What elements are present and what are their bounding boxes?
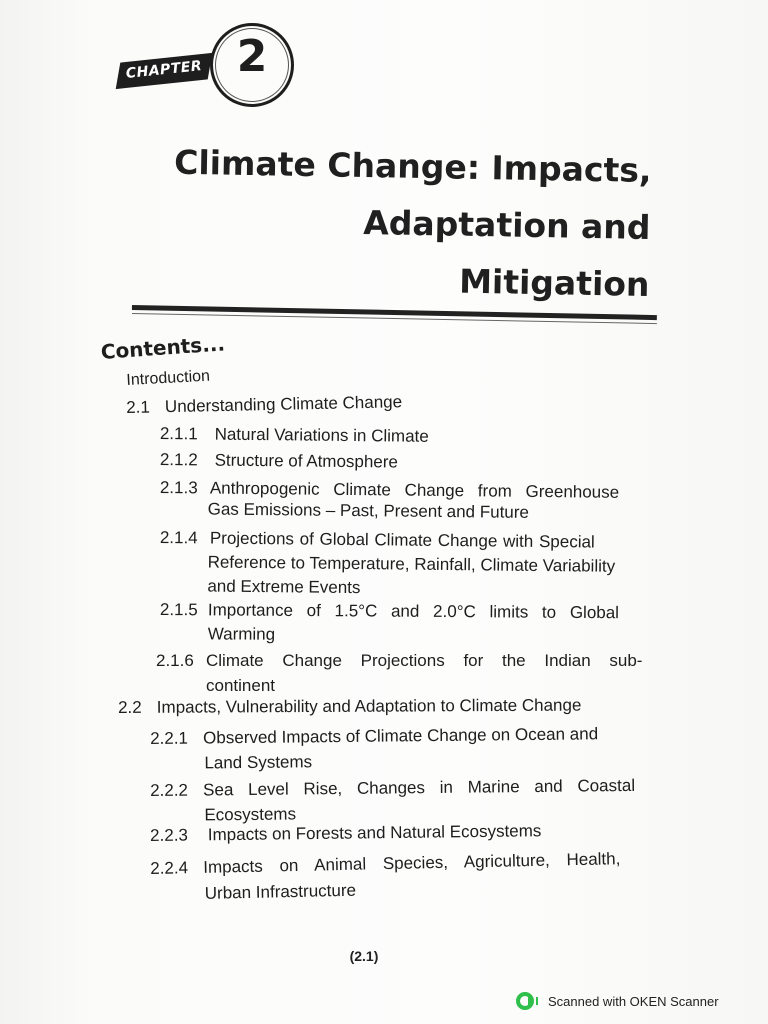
toc-entry-text: Observed Impacts of Climate Change on Ocean and — [203, 724, 599, 748]
toc-entry-2-1-2 — [160, 450, 398, 472]
oken-scanner-logo-icon — [516, 992, 534, 1010]
toc-entry-number: 2.2.3 — [150, 825, 189, 845]
chapter-title-line-2: Adaptation and — [362, 202, 651, 247]
toc-entry-number: 2.2.4 — [150, 858, 189, 878]
toc-entry-2-1-6 — [156, 648, 656, 698]
toc-entry-2-1-5 — [160, 598, 656, 649]
scanner-watermark — [516, 990, 719, 1012]
toc-entry-number: 2.1.2 — [159, 450, 198, 470]
toc-entry-text: Introduction — [126, 367, 211, 389]
toc-entry-2-2-2 — [150, 773, 656, 828]
toc-entry-2-1 — [126, 392, 402, 418]
toc-entry-continuation: Ecosystems — [204, 804, 297, 825]
toc-entry-continuation: Urban Infrastructure — [204, 880, 357, 903]
toc-entry-text: Projections of Global Climate Change with Special — [209, 528, 595, 552]
toc-entry-number: 2.1.4 — [159, 527, 198, 548]
toc-entry-number: 2.1.3 — [159, 478, 198, 498]
chapter-title — [129, 133, 652, 313]
toc-entry-number: 2.2.1 — [150, 728, 189, 748]
toc-entry-2-1-4 — [159, 526, 656, 603]
toc-entry-number: 2.1 — [126, 397, 151, 417]
toc-entry-continuation: Reference to Temperature, Rainfall, Climate Variability — [207, 552, 616, 576]
toc-entry-continuation: Gas Emissions – Past, Present and Future — [207, 499, 530, 522]
toc-entry-text: Impacts on Animal Species, Agriculture, Health, — [203, 849, 621, 877]
toc-entry-continuation: Land Systems — [204, 752, 313, 773]
toc-entry-number: 2.1.1 — [159, 424, 198, 444]
page-number: (2.1) — [349, 948, 379, 964]
chapter-badge — [118, 18, 308, 108]
chapter-label: CHAPTER — [125, 58, 203, 82]
chapter-number: 2 — [236, 31, 268, 82]
toc-entry-2-2 — [118, 696, 581, 718]
chapter-title-line-1: Climate Change: Impacts, — [173, 142, 652, 190]
toc-entry-text: Impacts, Vulnerability and Adaptation to Climate Change — [156, 695, 582, 717]
toc-entry-continuation: continent — [206, 676, 275, 695]
toc-entry-text: Understanding Climate Change — [164, 392, 403, 417]
toc-entry-continuation: and Extreme Events — [207, 576, 361, 598]
toc-entry-2-2-1 — [150, 721, 656, 776]
toc-entry-text: Impacts on Forests and Natural Ecosystems — [207, 821, 542, 845]
toc-entry-text: Natural Variations in Climate — [214, 424, 429, 446]
toc-entry-2-2-4 — [150, 845, 655, 908]
toc-entry-continuation: Warming — [207, 624, 276, 644]
chapter-title-line-3: Mitigation — [458, 261, 650, 304]
toc-entry-number: 2.2 — [118, 697, 142, 717]
toc-entry-introduction — [126, 368, 210, 390]
toc-entry-text: Anthropogenic Climate Change from Greenhouse — [209, 478, 620, 502]
toc-entry-number: 2.2.2 — [150, 780, 189, 800]
scanner-watermark-text: Scanned with OKEN Scanner — [548, 993, 719, 1009]
toc-entry-text: Importance of 1.5°C and 2.0°C limits to Global — [207, 600, 620, 623]
toc-entry-2-1-3 — [160, 478, 656, 524]
toc-entry-number: 2.1.5 — [159, 599, 198, 620]
contents-heading: Contents... — [100, 331, 226, 364]
toc-entry-2-2-3 — [150, 821, 541, 846]
toc-entry-text: Structure of Atmosphere — [214, 450, 399, 472]
toc-entry-2-1-1 — [160, 424, 429, 447]
toc-entry-number: 2.1.6 — [156, 651, 194, 670]
toc-entry-text: Sea Level Rise, Changes in Marine and Coastal — [203, 775, 636, 800]
toc-entry-text: Climate Change Projections for the Indian sub- — [206, 651, 643, 670]
